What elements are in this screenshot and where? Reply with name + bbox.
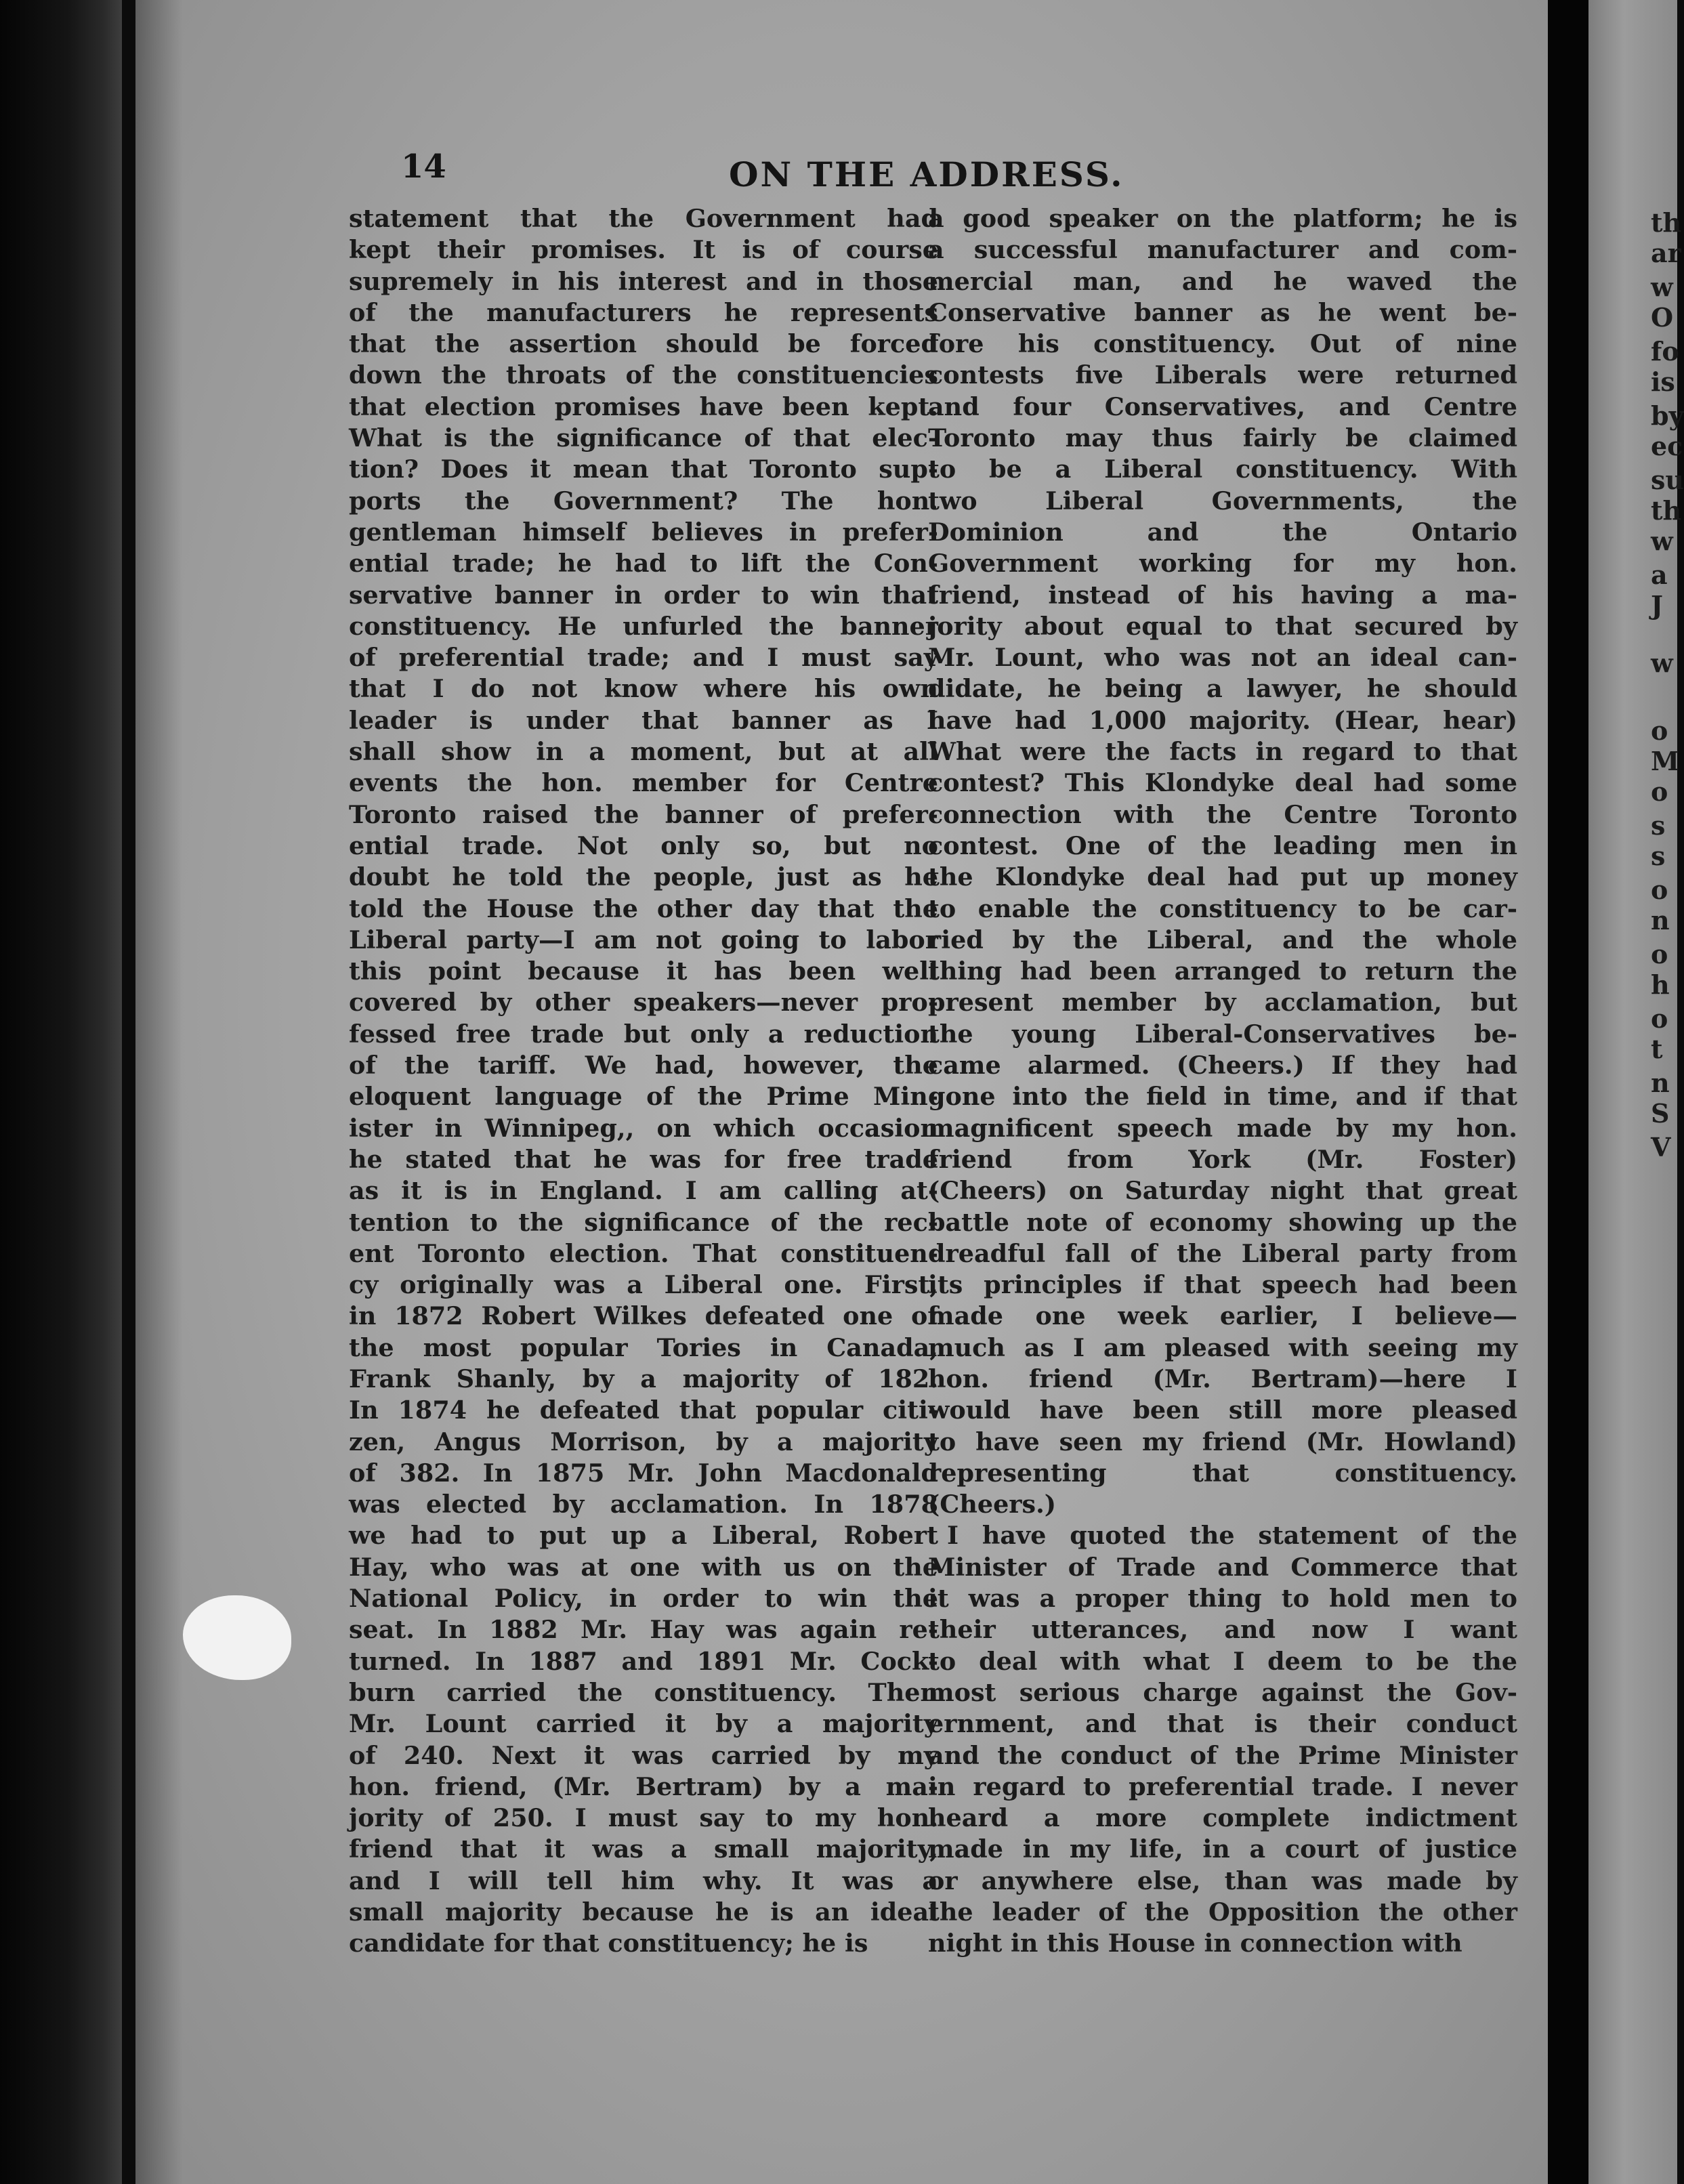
- text-line: burn carried the constituency. Then: [349, 1677, 938, 1707]
- text-line: fore his constituency. Out of nine: [928, 329, 1517, 359]
- text-line: to be a Liberal constituency. With: [928, 455, 1517, 484]
- text-line: or anywhere else, than was made by: [928, 1866, 1517, 1895]
- text-line: friend, instead of his having a ma-: [928, 580, 1517, 610]
- text-line: small majority because he is an ideal: [349, 1897, 938, 1927]
- text-line: of 382. In 1875 Mr. John Macdonald: [349, 1458, 938, 1488]
- text-line: seat. In 1882 Mr. Hay was again re-: [349, 1615, 938, 1645]
- facing-page-text-fragment: w: [1651, 648, 1673, 678]
- text-line: that I do not know where his own: [349, 674, 938, 704]
- text-line: their utterances, and now I want: [928, 1615, 1517, 1645]
- text-line: hon. friend (Mr. Bertram)—here I: [928, 1364, 1517, 1393]
- text-line: down the throats of the constituencies: [349, 360, 938, 390]
- text-line: was elected by acclamation. In 1878: [349, 1490, 938, 1519]
- text-line: and four Conservatives, and Centre: [928, 392, 1517, 421]
- facing-page-text-fragment: V: [1651, 1132, 1671, 1162]
- text-line: ent Toronto election. That constituen-: [349, 1238, 938, 1268]
- text-line: Minister of Trade and Commerce that: [928, 1552, 1517, 1582]
- text-line: Hay, who was at one with us on the: [349, 1552, 938, 1582]
- facing-page-text-fragment: su: [1651, 465, 1684, 495]
- text-line: Mr. Lount carried it by a majority: [349, 1709, 938, 1739]
- facing-page-text-fragment: n: [1651, 905, 1670, 936]
- text-line: Mr. Lount, who was not an ideal can-: [928, 643, 1517, 673]
- text-line: as it is in England. I am calling at-: [349, 1176, 938, 1206]
- text-line: we had to put up a Liberal, Robert: [349, 1521, 938, 1551]
- paper-blemish: [183, 1595, 291, 1680]
- text-line: the young Liberal-Conservatives be-: [928, 1019, 1517, 1049]
- text-line: Toronto may thus fairly be claimed: [928, 423, 1517, 453]
- text-line: most serious charge against the Gov-: [928, 1677, 1517, 1707]
- text-line: tention to the significance of the rec-: [349, 1207, 938, 1237]
- facing-page-text-fragment: M: [1651, 746, 1680, 776]
- text-line: In 1874 he defeated that popular citi-: [349, 1395, 938, 1425]
- right-text-column: [928, 203, 1517, 1960]
- text-line: of 240. Next it was carried by my: [349, 1740, 938, 1770]
- text-line: ential trade; he had to lift the Con-: [349, 549, 938, 579]
- text-line: would have been still more pleased: [928, 1395, 1517, 1425]
- text-line: kept their promises. It is of course: [349, 235, 938, 265]
- text-line: thing had been arranged to return the: [928, 957, 1517, 986]
- text-line: jority of 250. I must say to my hon.: [349, 1803, 938, 1833]
- text-line: present member by acclamation, but: [928, 988, 1517, 1017]
- text-line: turned. In 1887 and 1891 Mr. Cock-: [349, 1646, 938, 1676]
- facing-page-text-fragment: o: [1651, 1003, 1668, 1034]
- text-line: zen, Angus Morrison, by a majority: [349, 1427, 938, 1456]
- facing-page-text-fragment: w: [1651, 272, 1673, 302]
- text-line: to deal with what I deem to be the: [928, 1646, 1517, 1676]
- facing-page-text-fragment: o: [1651, 776, 1668, 807]
- text-line: jority about equal to that secured by: [928, 611, 1517, 641]
- facing-page-text-fragment: by: [1651, 400, 1684, 431]
- text-line: (Cheers.): [928, 1490, 1057, 1519]
- text-line: the Klondyke deal had put up money: [928, 862, 1517, 892]
- text-line: came alarmed. (Cheers.) If they had: [928, 1051, 1517, 1080]
- text-line: supremely in his interest and in those: [349, 266, 938, 296]
- text-line: representing that constituency.: [928, 1458, 1517, 1488]
- text-line: ports the Government? The hon.: [349, 486, 938, 516]
- facing-page-text-fragment: s: [1651, 841, 1666, 871]
- text-line: (Cheers) on Saturday night that great: [928, 1176, 1517, 1206]
- facing-page-text-fragment: w: [1651, 526, 1673, 556]
- text-line: Dominion and the Ontario: [928, 517, 1517, 547]
- facing-page-text-fragment: ec: [1651, 431, 1683, 461]
- text-line: National Policy, in order to win the: [349, 1584, 938, 1614]
- text-line: events the hon. member for Centre: [349, 768, 938, 798]
- text-line: Government working for my hon.: [928, 549, 1517, 579]
- text-line: its principles if that speech had been: [928, 1270, 1517, 1300]
- text-line: fessed free trade but only a reduction: [349, 1019, 938, 1049]
- text-line: that election promises have been kept.: [349, 392, 938, 421]
- book-edge: [0, 0, 122, 2184]
- text-line: heard a more complete indictment: [928, 1803, 1517, 1833]
- facing-page-text-fragment: s: [1651, 810, 1666, 841]
- text-line: and I will tell him why. It was a: [349, 1866, 938, 1895]
- page-number: 14: [401, 148, 446, 186]
- facing-page-text-fragment: ar: [1651, 238, 1681, 268]
- text-line: two Liberal Governments, the: [928, 486, 1517, 516]
- text-line: contests five Liberals were returned: [928, 360, 1517, 390]
- text-line: What were the facts in regard to that: [928, 737, 1517, 767]
- facing-page-edge: [1588, 0, 1684, 2184]
- text-line: eloquent language of the Prime Min-: [349, 1082, 938, 1112]
- text-line: of the manufacturers he represents: [349, 297, 938, 327]
- text-line: ried by the Liberal, and the whole: [928, 925, 1517, 954]
- facing-page-text-fragment: n: [1651, 1068, 1670, 1098]
- text-line: gone into the field in time, and if that: [928, 1082, 1517, 1112]
- text-line: dreadful fall of the Liberal party from: [928, 1238, 1517, 1268]
- text-line: Conservative banner as he went be-: [928, 297, 1517, 327]
- text-line: leader is under that banner as I: [349, 705, 938, 735]
- left-text-column: [349, 203, 938, 1960]
- text-line: have had 1,000 majority. (Hear, hear): [928, 705, 1517, 735]
- text-line: ential trade. Not only so, but no: [349, 831, 938, 860]
- text-line: to enable the constituency to be car-: [928, 894, 1517, 923]
- text-line: doubt he told the people, just as he: [349, 862, 938, 892]
- text-line: ernment, and that is their conduct: [928, 1709, 1517, 1739]
- facing-page-text-fragment: a: [1651, 560, 1668, 590]
- text-line: a good speaker on the platform; he is: [928, 204, 1517, 233]
- text-line: contest? This Klondyke deal had some: [928, 768, 1517, 798]
- running-title: ON THE ADDRESS.: [729, 154, 1124, 194]
- text-line: friend from York (Mr. Foster): [928, 1144, 1517, 1174]
- facing-page-text-fragment: t: [1651, 1034, 1663, 1064]
- text-line: friend that it was a small majority,: [349, 1834, 938, 1864]
- text-line: much as I am pleased with seeing my: [928, 1332, 1517, 1362]
- text-line: Liberal party—I am not going to labor: [349, 925, 938, 954]
- text-line: I have quoted the statement of the: [947, 1521, 1517, 1551]
- text-line: tion? Does it mean that Toronto sup-: [349, 455, 938, 484]
- facing-page-text-fragment: th: [1651, 207, 1682, 238]
- facing-page-text-fragment: h: [1651, 969, 1670, 1000]
- text-line: in 1872 Robert Wilkes defeated one of: [349, 1301, 938, 1331]
- text-line: this point because it has been well: [349, 957, 938, 986]
- text-line: a successful manufacturer and com-: [928, 235, 1517, 265]
- book-gutter: [1548, 0, 1588, 2184]
- text-line: shall show in a moment, but at all: [349, 737, 938, 767]
- facing-page-text-fragment: o: [1651, 715, 1668, 746]
- text-line: told the House the other day that the: [349, 894, 938, 923]
- text-line: night in this House in connection with: [928, 1929, 1462, 1958]
- text-line: Frank Shanly, by a majority of 182.: [349, 1364, 938, 1393]
- text-line: didate, he being a lawyer, he should: [928, 674, 1517, 704]
- facing-page-text-fragment: o: [1651, 875, 1668, 905]
- text-line: made in my life, in a court of justice: [928, 1834, 1517, 1864]
- facing-page-text-fragment: S: [1651, 1098, 1670, 1129]
- text-line: What is the significance of that elec-: [349, 423, 938, 453]
- text-line: servative banner in order to win that: [349, 580, 938, 610]
- text-line: constituency. He unfurled the banner: [349, 611, 938, 641]
- text-line: it was a proper thing to hold men to: [928, 1584, 1517, 1614]
- text-line: hon. friend, (Mr. Bertram) by a ma-: [349, 1771, 938, 1801]
- text-line: battle note of economy showing up the: [928, 1207, 1517, 1237]
- text-line: magnificent speech made by my hon.: [928, 1113, 1517, 1143]
- text-line: to have seen my friend (Mr. Howland): [928, 1427, 1517, 1456]
- facing-page-text-fragment: o: [1651, 939, 1668, 969]
- text-line: covered by other speakers—never pro-: [349, 988, 938, 1017]
- text-line: gentleman himself believes in prefer-: [349, 517, 938, 547]
- text-line: that the assertion should be forced: [349, 329, 938, 359]
- facing-page-text-fragment: O: [1651, 302, 1674, 333]
- facing-page-text-fragment: fo: [1651, 336, 1679, 366]
- text-line: candidate for that constituency; he is: [349, 1929, 868, 1958]
- text-line: made one week earlier, I believe—: [928, 1301, 1517, 1331]
- facing-page-text-fragment: th: [1651, 495, 1682, 526]
- text-line: contest. One of the leading men in: [928, 831, 1517, 860]
- text-line: ister in Winnipeg,, on which occasion: [349, 1113, 938, 1143]
- text-line: the most popular Tories in Canada,: [349, 1332, 938, 1362]
- facing-page-text-fragment: J: [1651, 590, 1663, 621]
- text-line: connection with the Centre Toronto: [928, 799, 1517, 829]
- text-line: he stated that he was for free trade: [349, 1144, 938, 1174]
- text-line: of the tariff. We had, however, the: [349, 1051, 938, 1080]
- text-line: in regard to preferential trade. I never: [928, 1771, 1517, 1801]
- text-line: and the conduct of the Prime Minister: [928, 1740, 1517, 1770]
- text-line: mercial man, and he waved the: [928, 266, 1517, 296]
- text-line: statement that the Government had: [349, 204, 938, 233]
- facing-page-text-fragment: is: [1651, 366, 1675, 397]
- text-line: of preferential trade; and I must say: [349, 643, 938, 673]
- text-line: the leader of the Opposition the other: [928, 1897, 1517, 1927]
- text-line: cy originally was a Liberal one. First,: [349, 1270, 938, 1300]
- text-line: Toronto raised the banner of prefer-: [349, 799, 938, 829]
